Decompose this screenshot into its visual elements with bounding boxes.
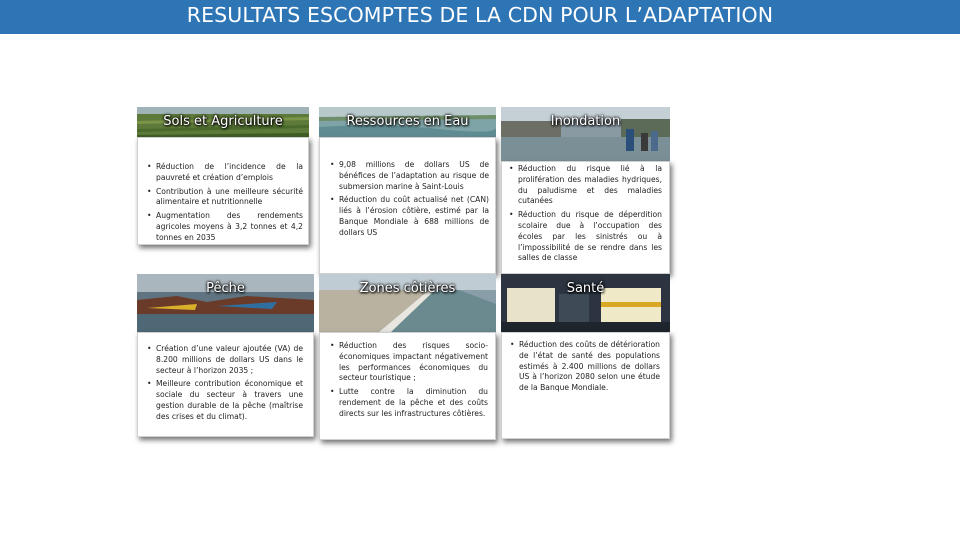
bullet-item: • Réduction de l’incidence de la pauvreté et création d’emplois	[147, 162, 303, 184]
bullet-list	[509, 164, 662, 264]
card-body	[501, 332, 670, 439]
bullet-item: • 9,08 millions de dollars US de bénéfices de l’adaptation au risque de submersion marine à Saint-Louis	[330, 160, 489, 192]
card-title: Ressources en Eau	[346, 114, 469, 129]
bullet-item: • Meilleure contribution économique et sociale du secteur à travers une gestion durable de la pêche (maîtrise des crises et du climat).	[147, 379, 303, 422]
card-body	[137, 332, 314, 437]
bullet-list	[147, 344, 303, 423]
card-body	[319, 332, 496, 440]
card-body	[501, 161, 670, 274]
card-title: Inondation	[550, 114, 621, 129]
bullet-item: • Réduction du risque de déperdition scolaire due à l’occupation des écoles par les sinistrés ou à l’impossibilité de se rendre dans les salles de classe	[509, 210, 662, 264]
card-title: Pêche	[206, 281, 245, 296]
bullet-list	[147, 162, 303, 244]
bullet-list	[330, 341, 488, 420]
card-body	[319, 137, 496, 274]
card-title: Zones côtières	[359, 281, 456, 296]
bullet-item: • Réduction des risques socio-économiques impactant négativement les performances économiques du secteur touristique ;	[330, 341, 488, 384]
bullet-list	[510, 340, 660, 394]
bullet-list	[330, 160, 489, 239]
page-title: RESULTATS ESCOMPTES DE LA CDN POUR L’ADAPTATION	[186, 3, 774, 27]
bullet-item: • Contribution à une meilleure sécurité alimentaire et nutritionnelle	[147, 187, 303, 209]
bullet-item: • Lutte contre la diminution du rendement de la pêche et des coûts directs sur les infrastructures côtières.	[330, 387, 488, 419]
bullet-item: • Réduction du risque lié à la prolifération des maladies hydriques, du paludisme et des maladies cutanées	[509, 164, 662, 207]
card-title: Sols et Agriculture	[163, 114, 283, 129]
card-body	[137, 137, 309, 245]
bullet-item: • Création d’une valeur ajoutée (VA) de 8.200 millions de dollars US dans le secteur à l’horizon 2035 ;	[147, 344, 303, 376]
card-title: Santé	[566, 281, 605, 296]
bullet-item: • Augmentation des rendements agricoles moyens à 3,2 tonnes et 4,2 tonnes en 2035	[147, 211, 303, 243]
bullet-item: • Réduction du coût actualisé net (CAN) liés à l’érosion côtière, estimé par la Banque Mondiale à 688 millions de dollars US	[330, 195, 489, 238]
bullet-item: • Réduction des coûts de détérioration de l’état de santé des populations estimés à 2.400 millions de dollars US à l’horizon 2080 selon une étude de la Banque Mondiale.	[510, 340, 660, 394]
